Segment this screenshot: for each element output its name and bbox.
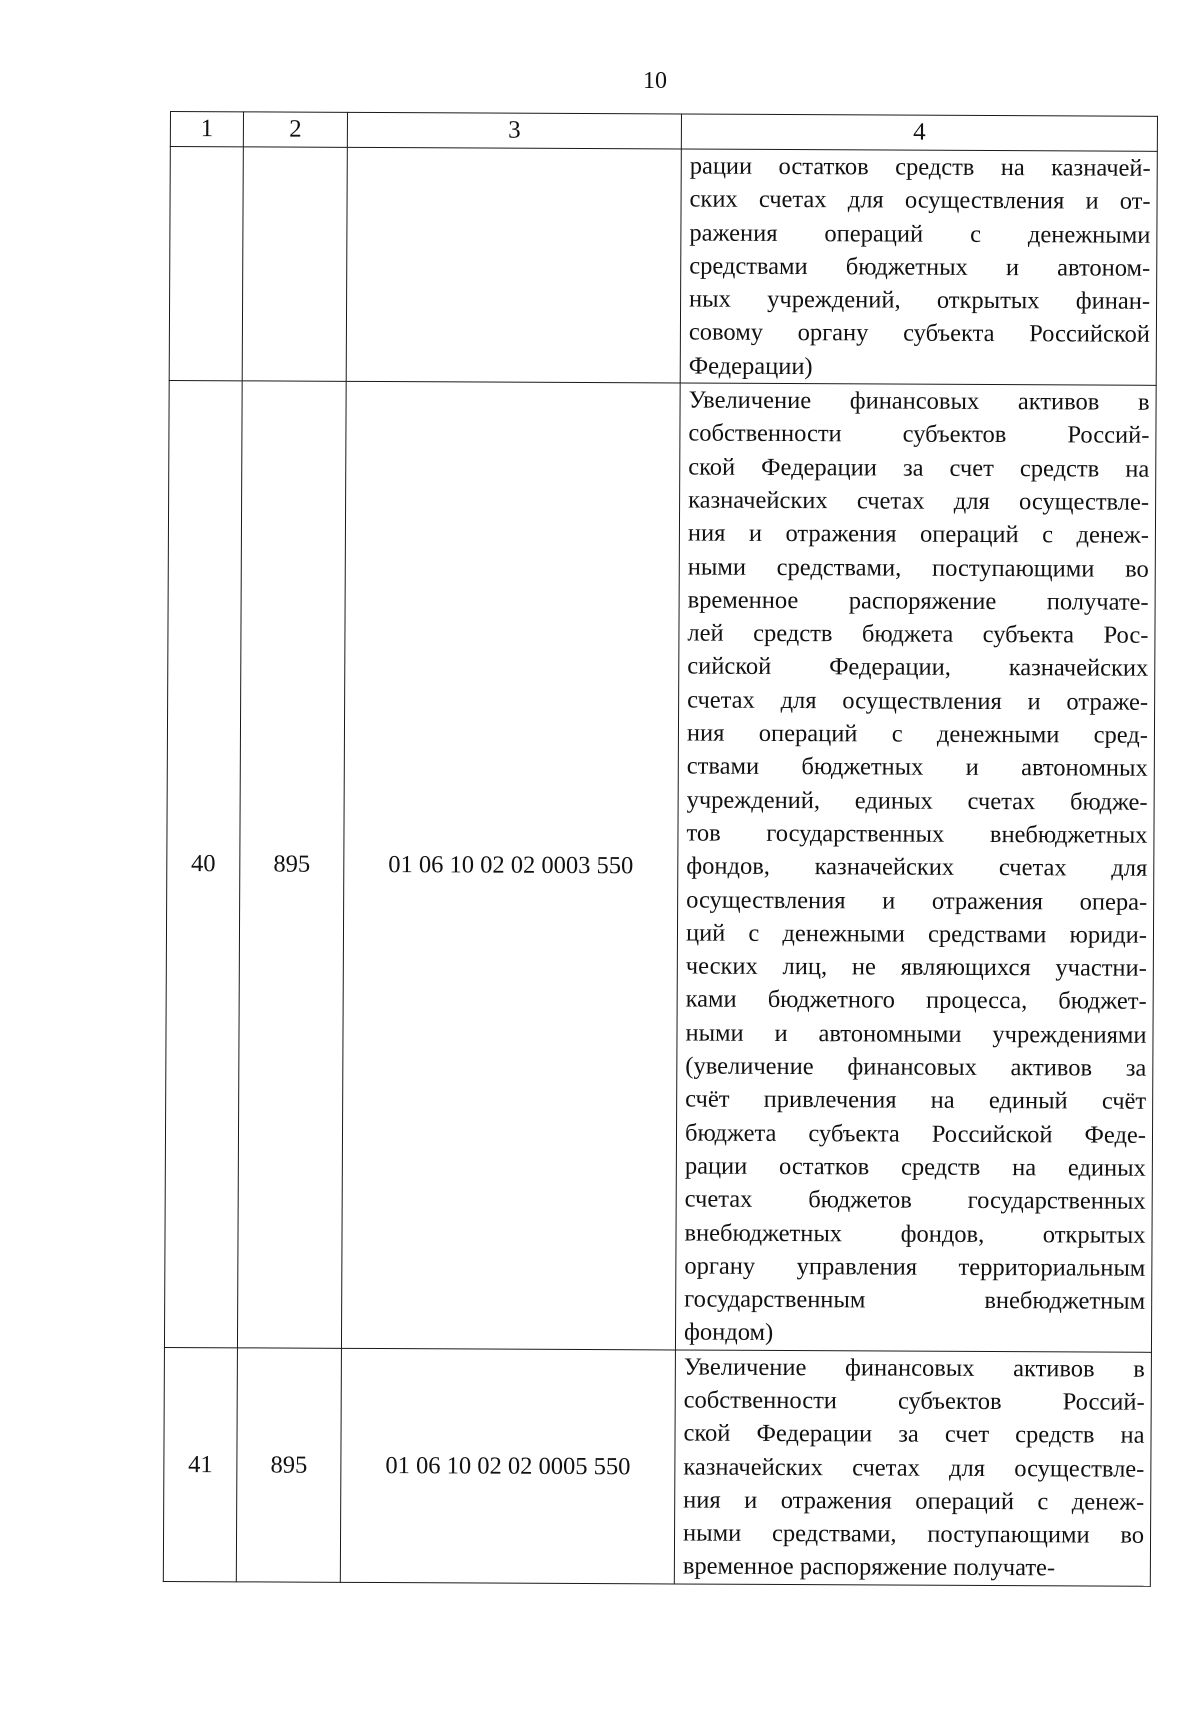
description-line: ния операций с денежными сред- bbox=[686, 719, 1149, 749]
document-table-wrapper bbox=[163, 111, 1157, 1587]
description-line: собственности субъектов Россий- bbox=[683, 1386, 1145, 1416]
description-line: ражения операций с денежными bbox=[689, 219, 1151, 249]
description-line: временное распоряжение получате- bbox=[687, 586, 1149, 616]
admin-code-cell: 895 bbox=[237, 381, 346, 1348]
table-header-row bbox=[170, 112, 1157, 152]
description-line: ской Федерации за счет средств на bbox=[683, 1419, 1145, 1450]
description-line: государственным внебюджетным bbox=[684, 1285, 1146, 1315]
description-line: осуществления и отражения опера- bbox=[686, 886, 1148, 916]
description-line: (увеличение финансовых активов за bbox=[685, 1052, 1147, 1082]
description-line: ными средствами, поступающими во bbox=[682, 1519, 1145, 1549]
description-line: Увеличение финансовых активов в bbox=[688, 386, 1150, 416]
budget-code-cell bbox=[346, 147, 681, 383]
description-line: Увеличение финансовых активов в bbox=[683, 1353, 1145, 1383]
description-line: счёт привлечения на единый счёт bbox=[685, 1085, 1147, 1116]
column-header-1: 1 bbox=[170, 112, 243, 147]
description-line: казначейских счетах для осуществле- bbox=[688, 486, 1150, 516]
admin-code-cell bbox=[242, 147, 347, 382]
description-line: бюджета субъекта Российской Феде- bbox=[684, 1119, 1147, 1149]
description-line: совому органу субъекта Российской bbox=[688, 319, 1150, 349]
description-cell bbox=[674, 1350, 1151, 1586]
budget-code-cell: 01 06 10 02 02 0005 550 bbox=[340, 1348, 675, 1584]
row-number-cell: 40 bbox=[164, 381, 242, 1348]
description-line: внебюджетных фондов, открытых bbox=[684, 1219, 1146, 1249]
description-line: средствами бюджетных и автоном- bbox=[689, 252, 1151, 282]
description-line: ской Федерации за счет средств на bbox=[688, 453, 1150, 483]
description-line: лей средств бюджета субъекта Рос- bbox=[687, 619, 1149, 649]
description-line: счетах бюджетов государственных bbox=[684, 1185, 1146, 1215]
description-line: рации остатков средств на единых bbox=[684, 1152, 1146, 1182]
description-line: временное распоряжение получате- bbox=[682, 1552, 1056, 1582]
description-line: ческих лиц, не являющихся участни- bbox=[685, 952, 1147, 982]
description-line: ными и автономными учреждениями bbox=[685, 1019, 1147, 1049]
description-line: органу управления территориальным bbox=[684, 1252, 1146, 1282]
description-line: ния и отражения операций с денеж- bbox=[687, 519, 1150, 550]
description-line: ских счетах для осуществления и от- bbox=[689, 185, 1151, 216]
table-row bbox=[164, 381, 1156, 1352]
description-line: учреждений, единых счетах бюдже- bbox=[686, 786, 1148, 816]
description-cell bbox=[680, 149, 1157, 385]
description-line: рации остатков средств на казначей- bbox=[689, 152, 1151, 182]
description-line: Федерации) bbox=[688, 352, 813, 380]
description-line: ными средствами, поступающими во bbox=[687, 553, 1149, 583]
page-number: 10 bbox=[643, 68, 667, 94]
description-cell bbox=[675, 383, 1156, 1352]
table-row bbox=[163, 1347, 1151, 1586]
description-line: фондов, казначейских счетах для bbox=[686, 852, 1148, 883]
table-row bbox=[169, 147, 1157, 386]
description-line: ных учреждений, открытых финан- bbox=[689, 285, 1151, 315]
description-line: ствами бюджетных и автономных bbox=[686, 752, 1148, 783]
description-line: ками бюджетного процесса, бюджет- bbox=[685, 985, 1147, 1016]
description-line: ций с денежными средствами юриди- bbox=[685, 919, 1148, 949]
description-line: счетах для осуществления и отраже- bbox=[687, 686, 1149, 716]
budget-code-cell: 01 06 10 02 02 0003 550 bbox=[341, 381, 680, 1349]
column-header-2: 2 bbox=[243, 112, 347, 148]
description-line: собственности субъектов Россий- bbox=[688, 419, 1150, 450]
column-header-3: 3 bbox=[347, 112, 681, 149]
description-line: ния и отражения операций с денеж- bbox=[683, 1486, 1145, 1516]
row-number-cell bbox=[169, 147, 243, 381]
row-number-cell: 41 bbox=[163, 1347, 237, 1581]
description-line: тов государственных внебюджетных bbox=[686, 819, 1148, 849]
description-line: фондом) bbox=[683, 1318, 774, 1347]
description-line: казначейских счетах для осуществле- bbox=[683, 1453, 1145, 1483]
column-header-4: 4 bbox=[681, 114, 1157, 151]
budget-classification-table bbox=[163, 111, 1158, 1587]
admin-code-cell: 895 bbox=[236, 1348, 341, 1583]
description-line: сийской Федерации, казначейских bbox=[687, 652, 1149, 683]
